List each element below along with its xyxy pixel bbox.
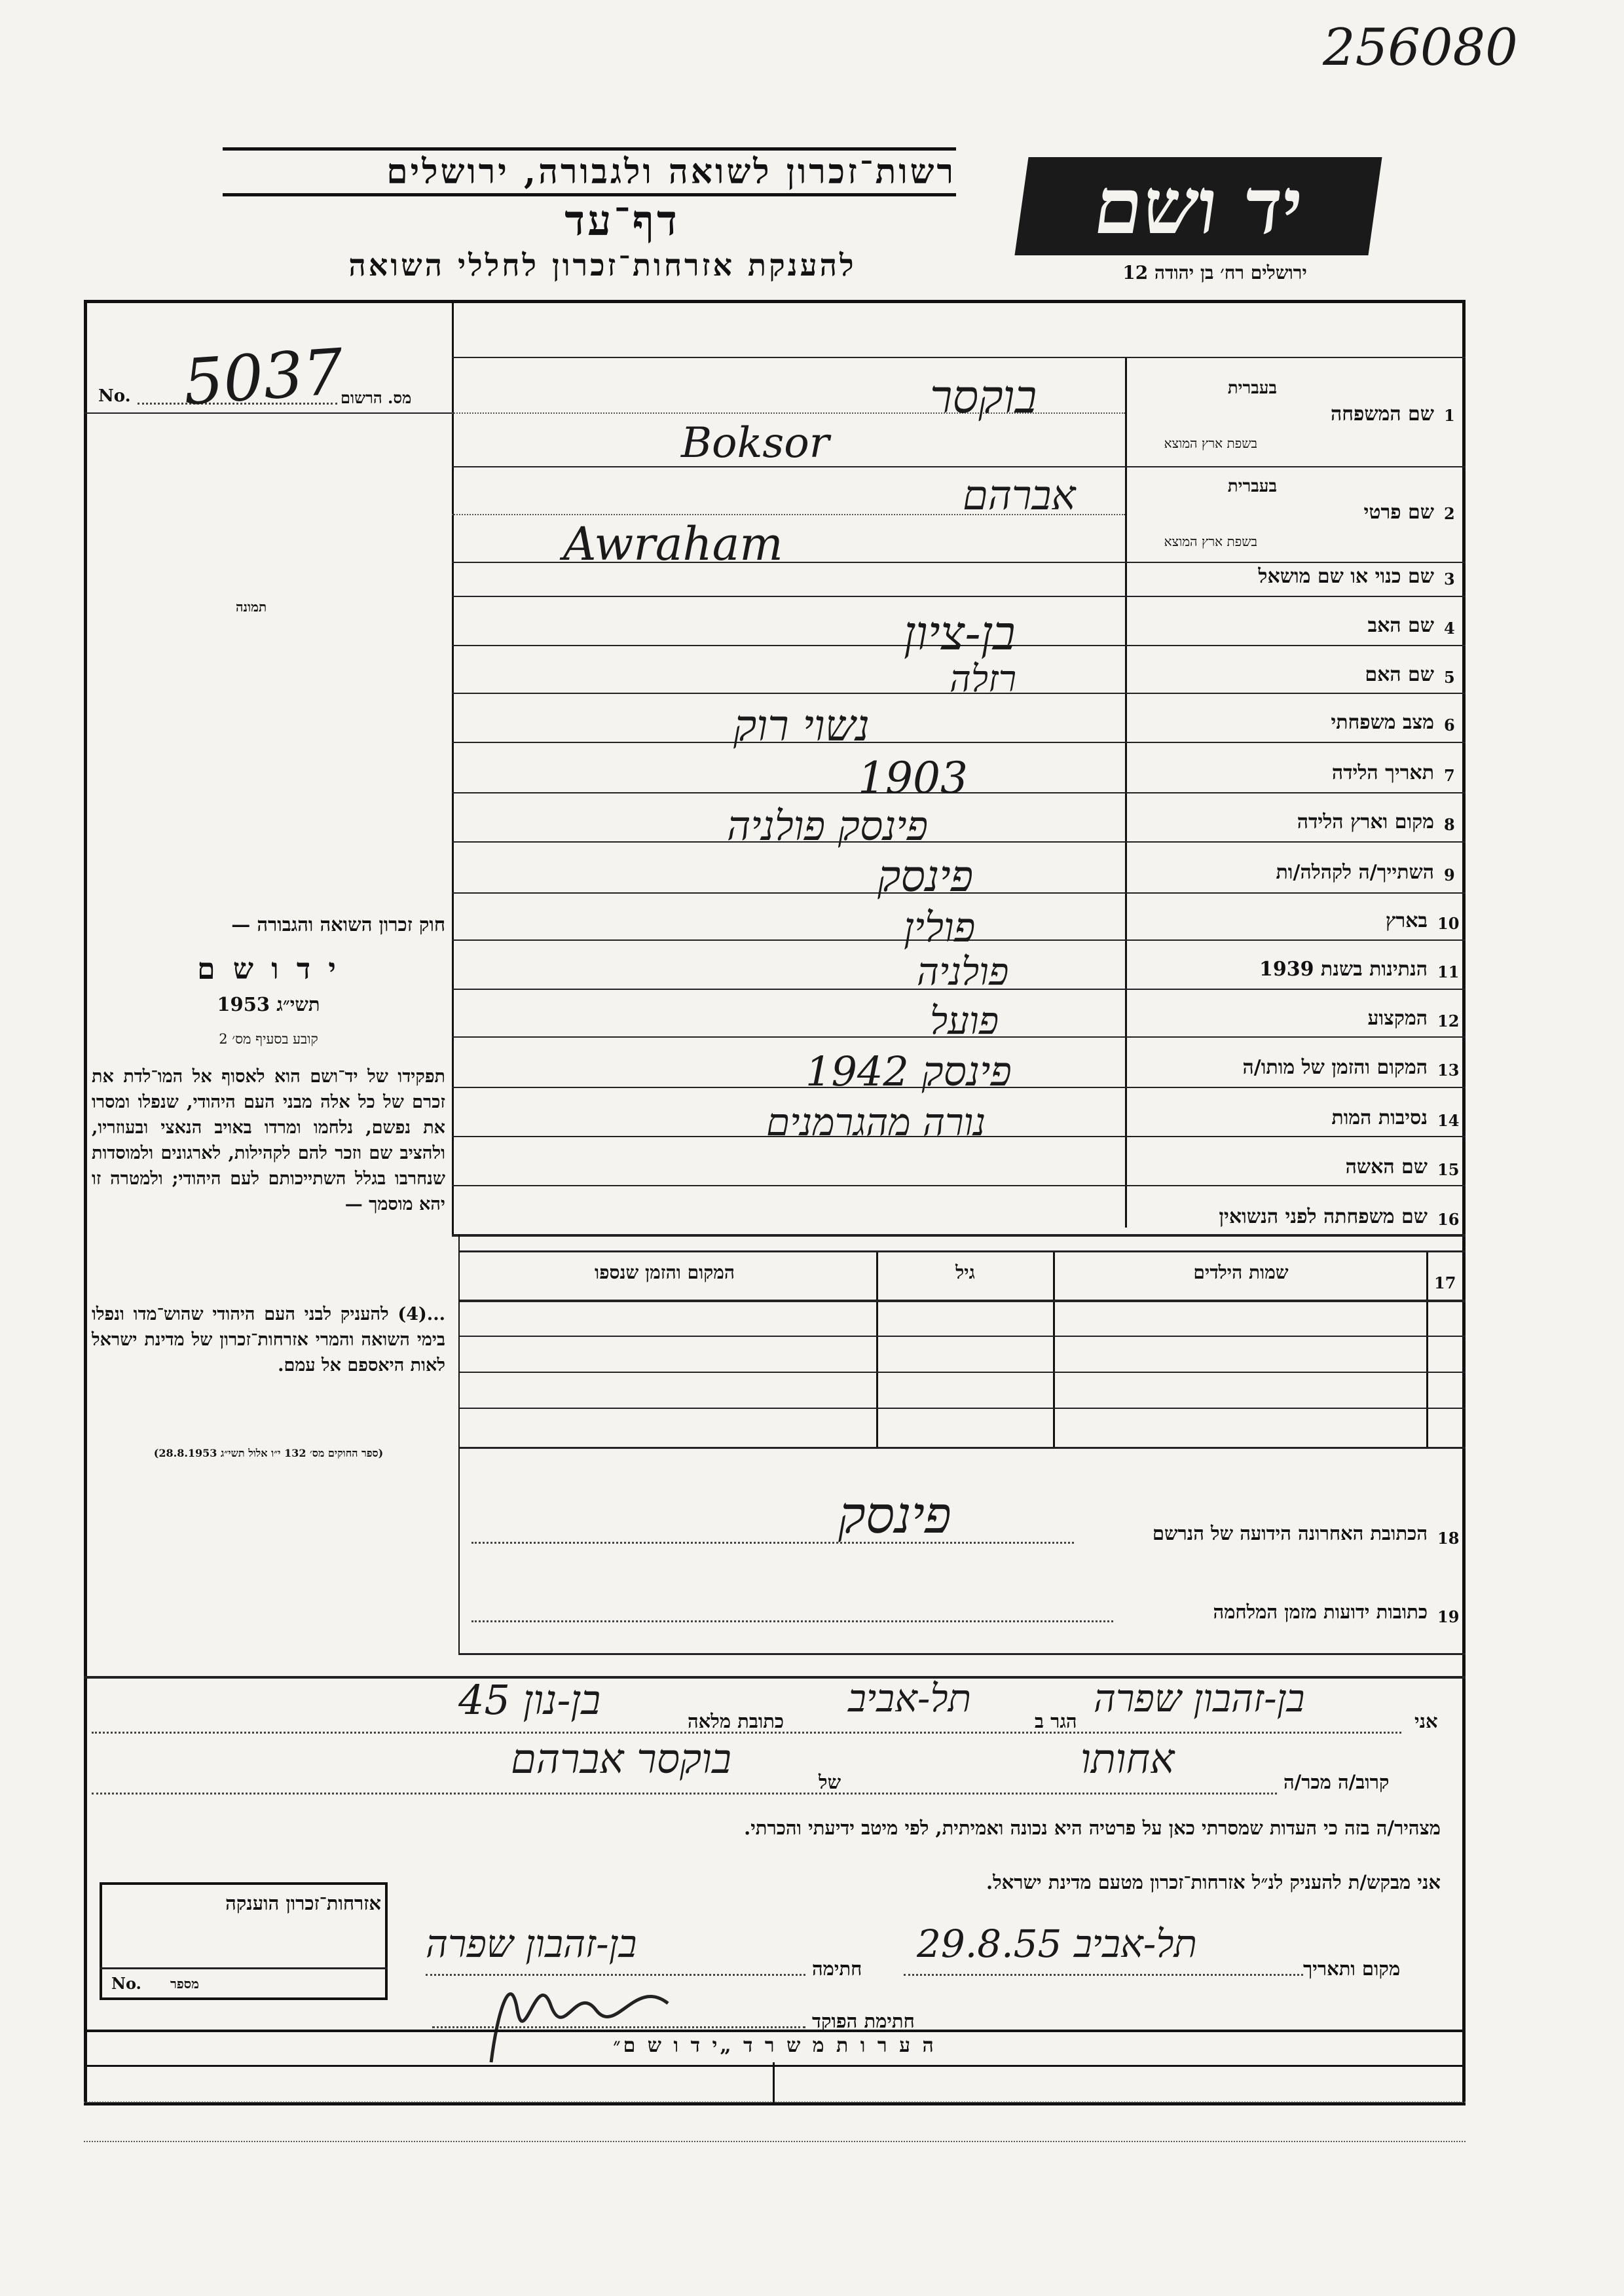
declaration-address[interactable]: בן-נון 45 [458,1676,601,1724]
declaration-ani: אני [1414,1710,1438,1732]
field-16-label: שם משפחתה לפני הנשואין [1219,1205,1428,1228]
field-2-number: 2 [1444,504,1455,523]
declaration-resides: הגר ב [1035,1710,1077,1732]
field-18-line [471,1542,1074,1544]
field-2-value-origin[interactable]: Awraham [563,517,783,571]
field-5-number: 5 [1444,668,1455,687]
field-12-number: 12 [1437,1011,1460,1030]
declaration-relation[interactable]: אחותו [1080,1735,1175,1783]
field-10-label: בארץ [1385,909,1428,932]
field-2-value[interactable]: אברהם [963,471,1076,519]
declaration-name[interactable]: בן-זהבון שפרה [1094,1676,1305,1721]
field-11-label: הנתינות בשנת 1939 [1259,958,1428,981]
logo-address: ירושלים רח׳ בן יהודה 12 [1122,262,1307,283]
declaration-address-label: כתובת מלאה [688,1710,784,1732]
citizenship-box-title: אזרחות־זכרון הוענקה [225,1892,381,1914]
field-19-label: כתובות ידועות מזמן המלחמה [1213,1601,1428,1623]
law-year: תשי״ג 1953 [217,993,320,1015]
children-age-header: גיל [955,1262,975,1283]
field-18-label: הכתובת האחרונה הידועה של הנרשם [1152,1522,1428,1544]
law-text-citizenship: ...(4) להעניק לבני העם היהודי שהוש־מדו ונפלו בימי השואה והמרי אזרחות־זכרון של מדינת ישראל לאות היאספם אל עמם. [92,1304,445,1376]
field-13-value[interactable]: פינסק 1942 [805,1048,1012,1095]
field-18-number: 18 [1437,1529,1460,1548]
photo-label: תמונה [236,599,267,615]
place-date-value[interactable]: תל-אביב 29.8.55 [917,1922,1197,1966]
field-1-label: שם המשפחה [1330,403,1434,426]
field-1-origin-label: בשפת ארץ המוצא [1164,435,1257,451]
field-5-value[interactable]: רזלה [950,658,1017,701]
field-9-label: השתייך/ה לקהלה/ות [1276,861,1434,884]
field-15-label: שם האשה [1345,1156,1428,1178]
field-3-number: 3 [1444,570,1455,589]
field-8-label: מקום וארץ הלידה [1297,811,1434,833]
form-subtitle: להענקת אזרחות־זכרון לחללי השואה [348,247,857,283]
field-8-value[interactable]: פינסק פולניה [727,802,929,850]
declaration-of-label: של [819,1771,841,1793]
field-7-number: 7 [1444,766,1455,785]
field-4-label: שם האב [1367,614,1434,637]
field-1-number: 1 [1444,406,1455,425]
field-11-number: 11 [1437,962,1460,981]
law-name: י ד ו ש ם [197,953,340,986]
field-2-origin-label: בשפת ארץ המוצא [1164,534,1257,549]
archive-number: 256080 [1323,18,1518,77]
field-5-label: שם האם [1365,663,1434,686]
signature-label: חתימה [812,1958,862,1980]
yad-vashem-logo: יד ושם [1014,157,1382,255]
field-13-number: 13 [1437,1061,1460,1080]
field-8-number: 8 [1444,815,1455,834]
children-names-header: שמות הילדים [1193,1262,1289,1283]
field-19-number: 19 [1437,1607,1460,1626]
field-11-value[interactable]: פולניה [917,949,1009,994]
law-citation: (ספר החוקים מס׳ 132 י״ו אלול תשי״ג 28.8.1953) [153,1447,384,1459]
office-notes-title: ה ע ר ו ת מ ש ר ד „י ד ו ש ם״ [613,2034,936,2057]
citizenship-box-no-label: No. [111,1974,141,1993]
field-1-value[interactable]: בוקסר [930,370,1037,424]
field-14-value[interactable]: נורה מהגרמנים [766,1100,986,1144]
citizenship-box-number-label: מספר [170,1976,199,1992]
field-6-number: 6 [1444,716,1455,735]
field-15-number: 15 [1437,1160,1460,1179]
field-9-number: 9 [1444,866,1455,884]
form-title: דף־עד [564,196,680,246]
field-14-label: נסיבות המות [1331,1106,1428,1129]
field-10-value[interactable]: פולין [904,903,976,951]
field-2-hebrew-label: בעברית [1227,477,1277,496]
field-9-value[interactable]: פינסק [877,851,974,902]
field-14-number: 14 [1437,1111,1460,1130]
signature-value[interactable]: בן-זהבון שפרה [426,1922,637,1966]
declaration-of-value[interactable]: בוקסר אברהם [511,1735,731,1783]
law-section: קובע בסעיף מס׳ 2 [219,1031,318,1047]
field-12-value[interactable]: פועל [930,998,999,1043]
declaration-statement: מצהיר/ה בזה כי העדות שמסרתי כאן על פרטיה היא נכונה ואמיתית, לפי מיטב ידיעתי והכרתי. [744,1817,1441,1839]
officer-signature-label: חתימת הפוקד [812,2010,915,2032]
children-place-header: המקום והזמן שנספו [595,1262,735,1283]
field-1-hebrew-label: בעברית [1227,378,1277,398]
field-6-label: מצב משפחתי [1331,711,1434,734]
registration-number: 5037 [181,335,346,420]
field-6-value[interactable]: נשוי רוק [733,701,870,751]
law-title: חוק זכרון השואה והגבורה — [231,913,445,936]
field-4-value[interactable]: בן-ציון [904,606,1016,661]
field-12-label: המקצוע [1367,1007,1428,1030]
field-17-number: 17 [1434,1273,1456,1292]
field-13-label: המקום והזמן של מותו/ה [1242,1056,1428,1079]
declaration-city[interactable]: תל-אביב [848,1676,972,1721]
field-1-value-origin[interactable]: Boksor [681,419,830,467]
registration-no-label: No. [98,386,131,406]
registration-label: מס. הרשום [341,388,412,407]
field-10-number: 10 [1437,914,1460,933]
field-7-value[interactable]: 1903 [858,753,968,803]
field-19-line [471,1620,1113,1622]
declaration-relative-label: קרוב/ה מכר/ה [1283,1771,1390,1793]
declaration-request: אני מבקש/ת להעניק לנ״ל אזרחות־זכרון מטעם מדינת ישראל. [986,1871,1441,1893]
place-date-label: מקום ותאריך [1303,1958,1401,1980]
field-3-label: שם כנוי או שם מושאל [1258,565,1434,588]
field-18-value[interactable]: פינסק [838,1486,951,1545]
field-4-number: 4 [1444,619,1455,638]
field-16-number: 16 [1437,1210,1460,1229]
field-2-label: שם פרטי [1363,501,1434,524]
field-7-label: תאריך הלידה [1331,761,1434,784]
authority-title: רשות־זכרון לשואה ולגבורה, ירושלים [223,147,956,196]
law-text-purpose: תפקידו של יד־ושם הוא לאסוף אל המו־לדת את זכרם של כל אלה מבני העם היהודי, שנפלו ומסרו את נפשם, נלחמו ומרדו באויב הנאצי ובעוזריו, ולהציב שם וזכר להם לקהילות, לארגונים ולמוסדות שנחרבו בגלל השתייכותם לעם היהודי; ולמטרה זו יהא מוסמך — [92,1066,445,1214]
